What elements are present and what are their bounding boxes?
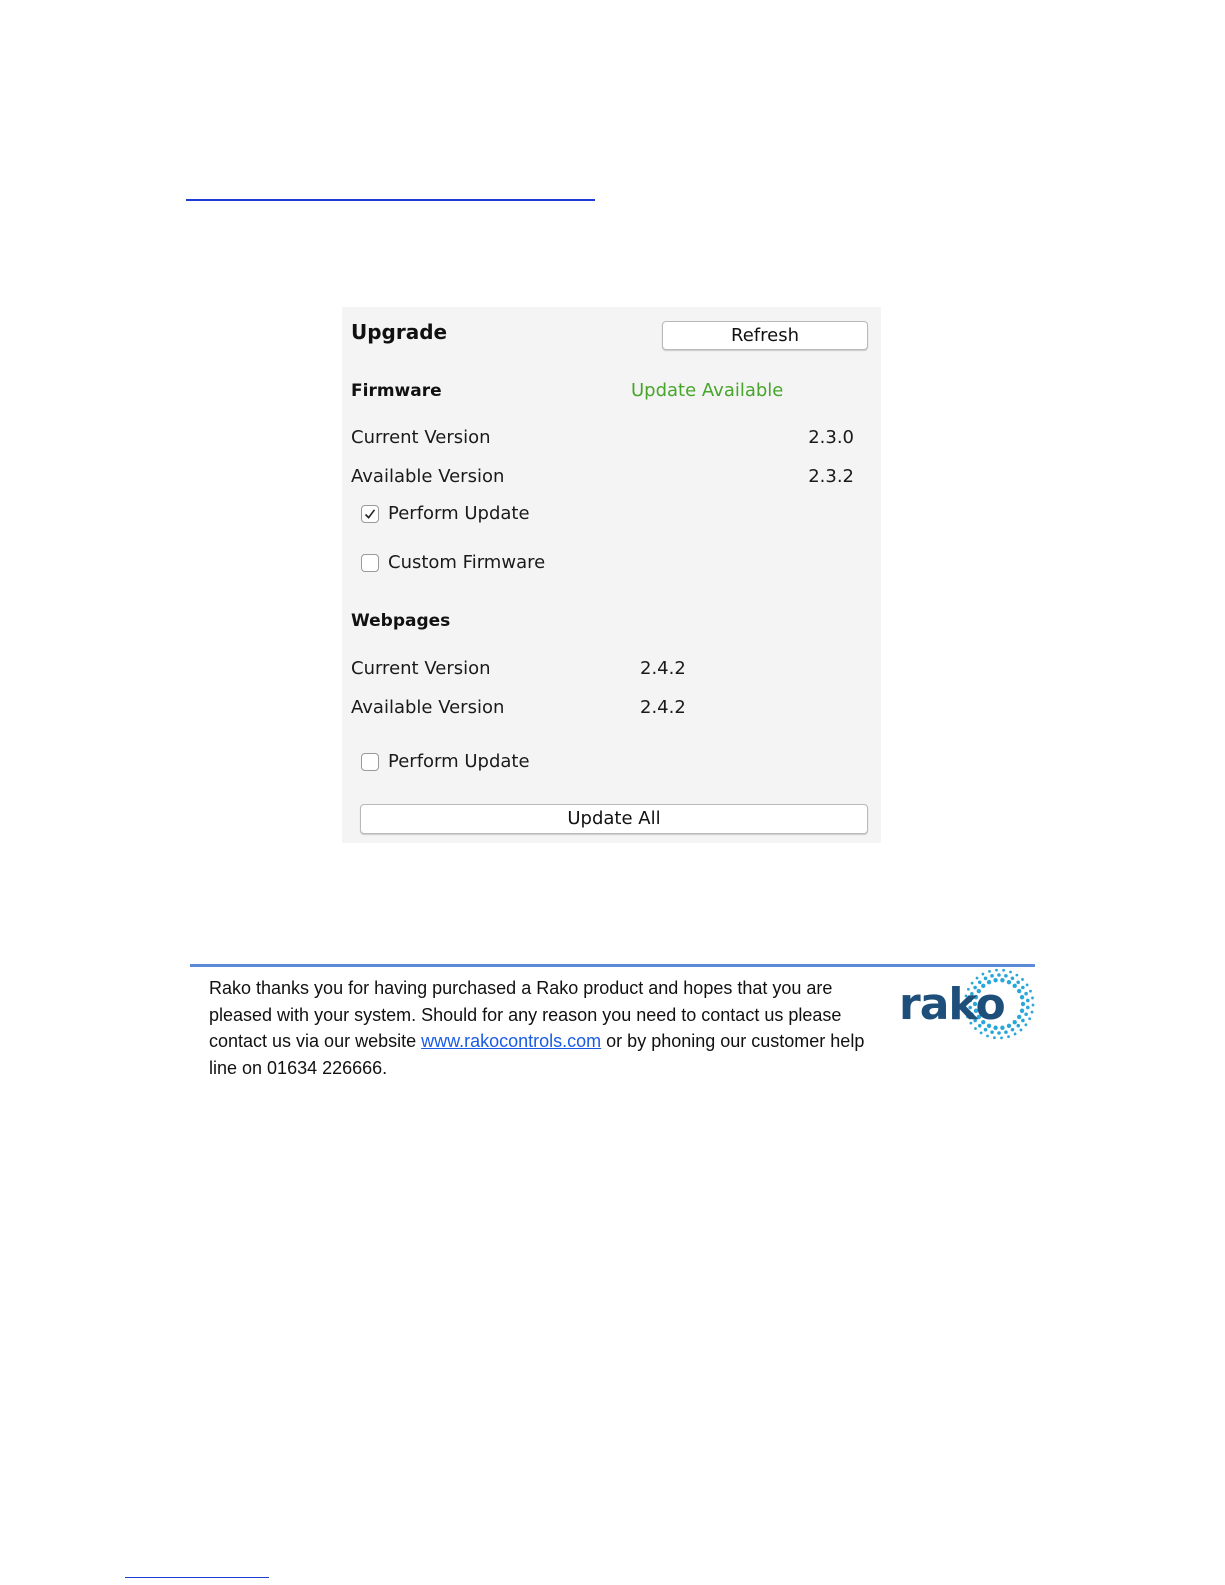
logo-burst-dot bbox=[1024, 1012, 1028, 1016]
custom-firmware-option[interactable] bbox=[361, 552, 545, 573]
webpages-heading: Webpages bbox=[351, 611, 451, 631]
website-link[interactable]: www.rakocontrols.com bbox=[421, 1031, 602, 1051]
logo-burst-dot bbox=[1020, 1009, 1024, 1013]
logo-burst-dot bbox=[1007, 1035, 1010, 1038]
logo-burst-dot bbox=[1011, 977, 1015, 981]
logo-burst-dot bbox=[1004, 1030, 1008, 1034]
rako-logo bbox=[899, 966, 1035, 1042]
firmware-current-version-label: Current Version bbox=[351, 427, 491, 448]
logo-burst-dot bbox=[982, 973, 985, 976]
logo-burst-dot bbox=[1007, 1024, 1011, 1028]
footer-message bbox=[209, 975, 879, 1081]
logo-burst-dot bbox=[1029, 990, 1032, 993]
logo-burst-dot bbox=[997, 973, 1001, 977]
logo-burst-dot bbox=[990, 974, 994, 978]
logo-burst-dot bbox=[1024, 1023, 1027, 1026]
firmware-perform-update-checkbox[interactable] bbox=[361, 505, 379, 523]
logo-burst-dot bbox=[1004, 974, 1008, 978]
logo-burst-dot bbox=[1016, 1024, 1020, 1028]
rako-logo-wordmark: rako bbox=[899, 979, 1005, 1030]
logo-burst-dot bbox=[1024, 992, 1028, 996]
logo-burst-dot bbox=[1017, 1015, 1021, 1019]
logo-burst-dot bbox=[1020, 1029, 1023, 1032]
logo-burst-dot bbox=[1026, 983, 1029, 986]
logo-burst-dot bbox=[1007, 980, 1011, 984]
logo-burst-dot bbox=[997, 1031, 1001, 1035]
logo-burst-dot bbox=[1026, 1006, 1030, 1010]
upgrade-panel bbox=[342, 307, 881, 843]
custom-firmware-label: Custom Firmware bbox=[388, 552, 546, 573]
webpages-perform-update-option[interactable] bbox=[361, 751, 530, 772]
logo-burst-dot bbox=[1017, 989, 1021, 993]
update-all-button[interactable]: Update All bbox=[360, 804, 868, 834]
logo-burst-dot bbox=[1021, 1019, 1025, 1023]
webpages-available-version-value: 2.4.2 bbox=[640, 697, 686, 718]
webpages-perform-update-checkbox[interactable] bbox=[361, 753, 379, 771]
firmware-status: Update Available bbox=[631, 380, 784, 401]
refresh-button[interactable]: Refresh bbox=[662, 321, 868, 350]
logo-burst-dot bbox=[990, 1030, 994, 1034]
logo-burst-dot bbox=[1013, 984, 1017, 988]
firmware-available-version-value: 2.3.2 bbox=[808, 466, 854, 487]
footer-text-end: or by phoning our customer help line on 01634 226666. bbox=[209, 1031, 865, 1078]
page-footnote-rule bbox=[125, 1577, 269, 1578]
logo-burst-dot bbox=[993, 1036, 996, 1039]
logo-burst-dot bbox=[1002, 969, 1005, 972]
checkmark-icon bbox=[364, 508, 376, 520]
footer-text-start: Rako thanks you for having purchased a Rako product and hopes that you are pleased with your system. Should for any reason you need to contact us please contact us via our website bbox=[209, 978, 842, 1051]
logo-burst-dot bbox=[980, 1032, 983, 1035]
logo-burst-dot bbox=[1032, 1004, 1035, 1007]
logo-burst-dot bbox=[1021, 978, 1024, 981]
logo-burst-dot bbox=[1000, 1037, 1003, 1040]
logo-burst-dot bbox=[995, 969, 998, 972]
logo-burst-dot bbox=[1011, 1028, 1015, 1032]
firmware-available-version-label: Available Version bbox=[351, 466, 505, 487]
custom-firmware-checkbox[interactable] bbox=[361, 554, 379, 572]
firmware-heading: Firmware bbox=[351, 381, 442, 401]
firmware-current-version-value: 2.3.0 bbox=[808, 427, 854, 448]
firmware-perform-update-label: Perform Update bbox=[388, 503, 530, 524]
webpages-current-version-label: Current Version bbox=[351, 658, 491, 679]
logo-burst-dot bbox=[1009, 971, 1012, 974]
logo-burst-dot bbox=[986, 1035, 989, 1038]
logo-burst-dot bbox=[1016, 980, 1020, 984]
logo-burst-dot bbox=[1026, 999, 1030, 1003]
logo-burst-dot bbox=[1014, 1033, 1017, 1036]
webpages-perform-update-label: Perform Update bbox=[388, 751, 530, 772]
logo-burst-dot bbox=[1028, 1017, 1031, 1020]
firmware-perform-update-option[interactable] bbox=[361, 503, 530, 524]
logo-burst-dot bbox=[1013, 1020, 1017, 1024]
logo-burst-dot bbox=[1021, 986, 1025, 990]
logo-burst-dot bbox=[1015, 974, 1018, 977]
logo-burst-dot bbox=[1021, 1002, 1025, 1006]
logo-burst-dot bbox=[1020, 995, 1024, 999]
panel-title: Upgrade bbox=[351, 320, 448, 344]
webpages-available-version-label: Available Version bbox=[351, 697, 505, 718]
logo-burst-dot bbox=[1031, 1011, 1034, 1014]
logo-burst-dot bbox=[1031, 997, 1034, 1000]
top-link-underline[interactable] bbox=[186, 199, 595, 201]
logo-burst-dot bbox=[988, 970, 991, 973]
webpages-current-version-value: 2.4.2 bbox=[640, 658, 686, 679]
